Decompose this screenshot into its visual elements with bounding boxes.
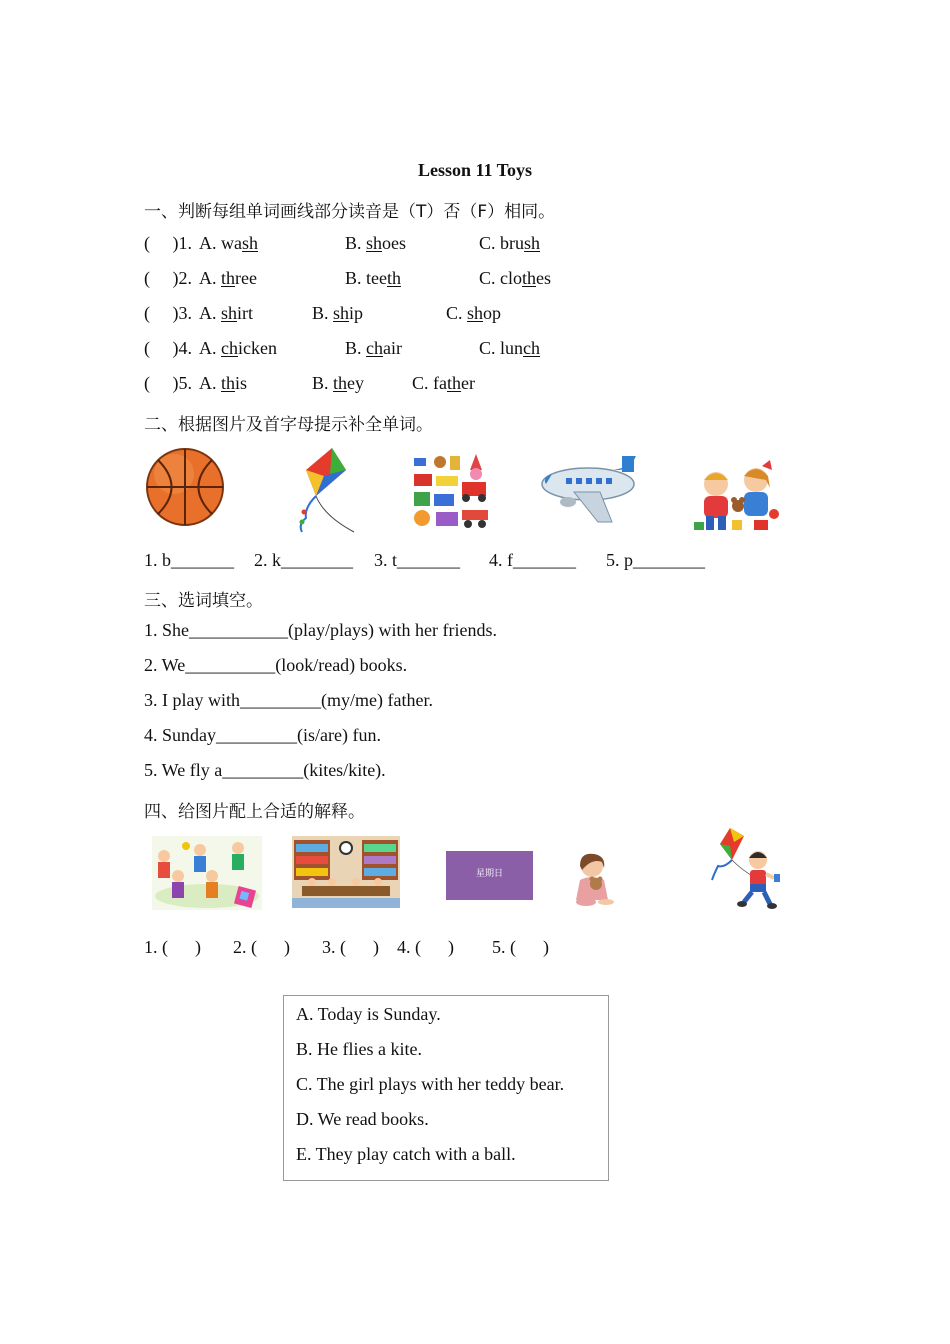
page-title: Lesson 11 Toys [417, 160, 533, 180]
word-c-letter: C. [446, 303, 468, 323]
option-c-word [479, 338, 540, 359]
word-a-underlined: ch [221, 338, 238, 358]
option-b: B. He flies a kite. [296, 1039, 422, 1059]
toys-picture [410, 452, 492, 534]
word-a-underlined: th [221, 373, 236, 393]
word-b-underlined: th [333, 373, 348, 393]
fill-sentence-1[interactable]: 1. She___________(play/plays) with her friends. [144, 620, 497, 640]
option-a-word [199, 338, 277, 359]
word-c [412, 373, 475, 393]
option-b-word [312, 373, 364, 394]
word-b [345, 233, 406, 253]
word-a-suffix: is [235, 373, 248, 393]
word-b-letter: B. [345, 268, 367, 288]
word-c-underlined: th [447, 373, 462, 393]
number: 2 [178, 268, 188, 288]
section4-heading: 四、给图片配上合适的解释。 [144, 802, 365, 822]
word-blank-5[interactable]: 5. p________ [606, 550, 705, 570]
question-number: ( )1. [144, 233, 192, 253]
section2-heading: 二、根据图片及首字母提示补全单词。 [144, 415, 433, 435]
number: 3 [178, 303, 188, 323]
word-c-suffix: er [461, 373, 475, 393]
question-number: ( )2. [144, 268, 192, 288]
word-a [199, 303, 253, 323]
word-a-underlined: th [221, 268, 236, 288]
word-a-letter: A. [199, 338, 221, 358]
number: 1 [178, 233, 188, 253]
word-b [312, 303, 363, 323]
answer-slot-5[interactable]: 5. ( ) [492, 937, 549, 957]
word-b-suffix: ip [349, 303, 364, 323]
children-playing-picture [692, 458, 780, 536]
word-b-suffix: oes [382, 233, 407, 253]
word-a [199, 268, 257, 288]
word-c-underlined: sh [524, 233, 541, 253]
number: 4 [178, 338, 188, 358]
word-c-letter: C. [412, 373, 434, 393]
word-c-prefix: bru [500, 233, 525, 253]
option-d: D. We read books. [296, 1109, 429, 1129]
word-c-prefix: lun [500, 338, 524, 358]
word-b-letter: B. [312, 373, 334, 393]
word-c-letter: C. [479, 268, 501, 288]
word-c-prefix: fa [433, 373, 447, 393]
word-a-suffix: irt [237, 303, 254, 323]
word-blank-1[interactable]: 1. b_______ [144, 550, 234, 570]
option-a-word [199, 303, 253, 324]
word-b-suffix: air [383, 338, 402, 358]
option-b-word [345, 233, 406, 254]
option-a-word [199, 268, 257, 289]
option-a-word [199, 373, 247, 394]
word-a-underlined: sh [221, 303, 238, 323]
word-a [199, 373, 247, 393]
word-b [312, 373, 364, 393]
word-a [199, 338, 277, 358]
word-c-suffix: es [536, 268, 552, 288]
word-b-underlined: th [387, 268, 402, 288]
word-b [345, 268, 401, 288]
word-c-underlined: sh [467, 303, 484, 323]
word-a-letter: A. [199, 373, 221, 393]
fill-sentence-4[interactable]: 4. Sunday_________(is/are) fun. [144, 725, 381, 745]
question-number: ( )3. [144, 303, 192, 323]
word-c-underlined: th [522, 268, 537, 288]
basketball-picture [144, 446, 226, 528]
word-b-letter: B. [345, 233, 367, 253]
option-c-word [479, 233, 540, 254]
section1-heading: 一、判断每组单词画线部分读音是（T）否（F）相同。 [144, 202, 556, 222]
word-c-suffix: op [483, 303, 502, 323]
option-b-word [312, 303, 363, 324]
word-c [479, 233, 540, 253]
word-c-prefix: clo [500, 268, 523, 288]
question-number: ( )4. [144, 338, 192, 358]
word-a-suffix: icken [238, 338, 277, 358]
kite-picture [294, 446, 358, 534]
number: 5 [178, 373, 188, 393]
word-a-prefix: wa [221, 233, 242, 253]
sunday-sign-text: 星期日 [475, 869, 503, 879]
answer-slot-4[interactable]: 4. ( ) [397, 937, 454, 957]
option-b-word [345, 268, 401, 289]
option-c-word [446, 303, 501, 324]
question-number: ( )5. [144, 373, 192, 393]
option-b-word [345, 338, 402, 359]
word-b-letter: B. [312, 303, 334, 323]
word-b-underlined: sh [333, 303, 350, 323]
answer-slot-3[interactable]: 3. ( ) [322, 937, 379, 957]
word-a-suffix: ree [235, 268, 257, 288]
option-a-word [199, 233, 258, 254]
word-blank-3[interactable]: 3. t_______ [374, 550, 461, 570]
word-a-letter: A. [199, 303, 221, 323]
word-blank-4[interactable]: 4. f_______ [489, 550, 576, 570]
fill-sentence-2[interactable]: 2. We__________(look/read) books. [144, 655, 408, 675]
answer-slot-2[interactable]: 2. ( ) [233, 937, 290, 957]
section3-heading: 三、选词填空。 [144, 591, 263, 611]
girl-teddy-bear-picture [572, 852, 618, 906]
word-c-underlined: ch [523, 338, 541, 358]
fill-sentence-5[interactable]: 5. We fly a_________(kites/kite). [144, 760, 386, 780]
option-e: E. They play catch with a ball. [296, 1144, 516, 1164]
library-reading-picture [292, 836, 400, 908]
word-c-letter: C. [479, 338, 501, 358]
word-a [199, 233, 258, 253]
word-a-letter: A. [199, 233, 221, 253]
option-a: A. Today is Sunday. [296, 1004, 441, 1024]
word-b-underlined: ch [366, 338, 384, 358]
word-b [345, 338, 402, 358]
fill-sentence-3[interactable]: 3. I play with_________(my/me) father. [144, 690, 433, 710]
sunday-sign-picture [446, 851, 533, 900]
boy-flying-kite-picture [708, 826, 784, 910]
option-c-word [412, 373, 475, 394]
option-c: C. The girl plays with her teddy bear. [296, 1074, 565, 1094]
word-c [479, 338, 540, 358]
kids-playing-catch-picture [152, 836, 262, 910]
option-c-word [479, 268, 551, 289]
word-b-prefix: tee [366, 268, 387, 288]
word-c-letter: C. [479, 233, 501, 253]
word-c [446, 303, 501, 323]
answer-slot-1[interactable]: 1. ( ) [144, 937, 201, 957]
word-a-letter: A. [199, 268, 221, 288]
word-a-underlined: sh [242, 233, 259, 253]
word-c [479, 268, 551, 288]
options-box [283, 995, 609, 1181]
word-blank-2[interactable]: 2. k________ [254, 550, 353, 570]
plane-picture [538, 452, 638, 526]
word-b-suffix: ey [347, 373, 365, 393]
word-b-letter: B. [345, 338, 367, 358]
word-b-underlined: sh [366, 233, 383, 253]
